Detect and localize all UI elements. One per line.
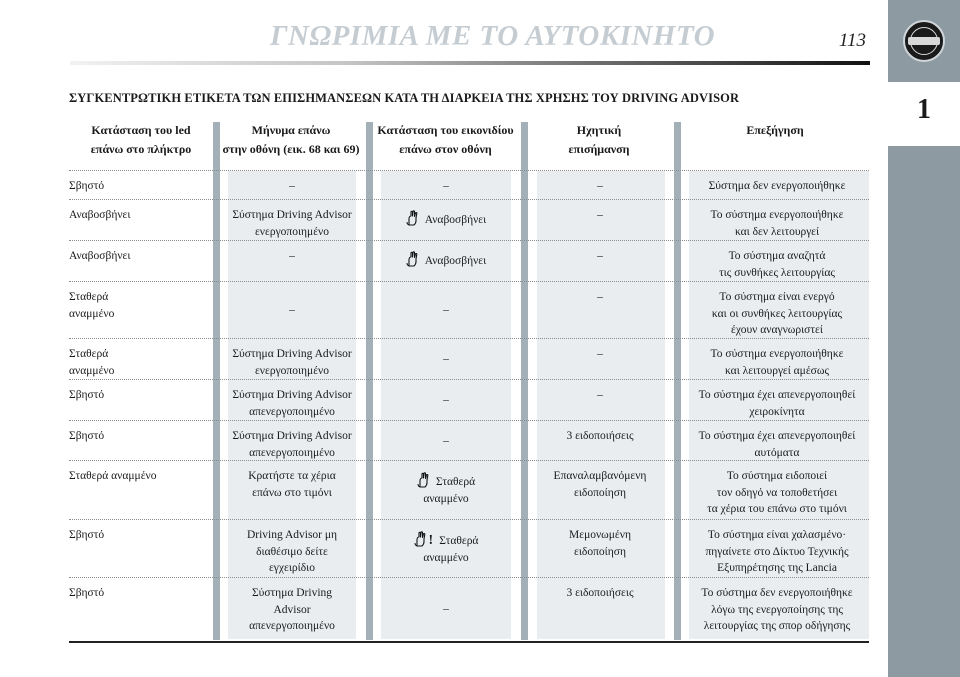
cell-line: Το σύστημα ειδοποιεί	[726, 470, 828, 482]
cell-line: αναμμένο	[423, 492, 469, 505]
cell-line: Το σύστημα ενεργοποιήθηκε	[710, 348, 844, 360]
cell-text: Σταθερά	[439, 535, 479, 547]
cell-led-state	[69, 248, 209, 265]
header-icon-state	[370, 121, 521, 159]
cell-line: Το σύστημα δεν ενεργοποιήθηκε	[701, 587, 853, 599]
cell-line: –	[443, 353, 449, 365]
cell-icon-state	[376, 433, 516, 450]
cell-led-state	[69, 585, 209, 602]
cell-sound	[530, 207, 670, 224]
row-divider	[69, 379, 869, 380]
header-line: επάνω στον οθόνη	[399, 142, 492, 156]
cell-line: –	[597, 389, 603, 401]
cell-line: Το σύστημα ενεργοποιήθηκε	[710, 209, 844, 221]
cell-sound	[530, 527, 670, 560]
cell-line: Σβηστό	[69, 180, 105, 192]
cell-line: και λειτουργεί αμέσως	[724, 364, 830, 377]
cell-line: επάνω στο τιμόνι	[252, 486, 332, 499]
chapter-tab-number: 1	[917, 94, 931, 125]
cell-explanation	[682, 527, 872, 577]
chapter-title: ΓΝΩΡΙΜΙΑ ΜΕ ΤΟ ΑΥΤΟΚΙΝΗΤΟ	[270, 20, 716, 52]
cell-explanation	[682, 178, 872, 195]
cell-line: –	[289, 304, 295, 316]
cell-line: Σύστημα Driving	[251, 587, 333, 599]
column-shading	[537, 171, 665, 639]
cell-explanation	[682, 468, 872, 518]
cell-text: Σταθερά	[435, 476, 476, 488]
cell-line	[376, 251, 516, 270]
cell-line: αναμμένο	[69, 364, 115, 377]
row-divider	[69, 170, 869, 171]
cell-display-message	[222, 387, 362, 420]
cell-explanation	[682, 346, 872, 379]
cell-sound	[530, 289, 670, 306]
cell-display-message	[222, 468, 362, 501]
cell-sound	[530, 428, 670, 445]
cell-line: Σβηστό	[69, 587, 105, 599]
cell-text: Αναβοσβήνει	[424, 214, 487, 226]
cell-line: τα χέρια του επάνω στο τιμόνι	[707, 503, 847, 515]
cell-line: ειδοποίηση	[574, 486, 626, 499]
cell-line: λόγω της ενεργοποίησης της	[711, 603, 843, 616]
steering-hand-icon	[406, 251, 419, 267]
cell-line: Σύστημα Driving Advisor	[232, 209, 352, 221]
page-number: 113	[838, 30, 866, 51]
cell-line: Μεμονωμένη	[569, 529, 631, 541]
cell-line: αναμμένο	[423, 551, 469, 564]
cell-line: διαθέσιμο δείτε	[256, 545, 328, 558]
cell-line: εγχειρίδιο	[268, 562, 316, 574]
cell-icon-state	[376, 178, 516, 195]
cell-line: ενεργοποιημένο	[254, 364, 330, 377]
cell-display-message	[222, 527, 362, 577]
cell-display-message	[222, 585, 362, 635]
cell-line: απενεργοποιημένο	[249, 620, 335, 632]
chapter-tab	[888, 82, 960, 146]
cell-line: Το σύστημα έχει απενεργοποιηθεί	[698, 430, 856, 442]
header-line: Κατάσταση του led	[91, 123, 191, 137]
header-explanation	[680, 121, 870, 140]
cell-led-state	[69, 468, 209, 485]
cell-line: απενεργοποιημένο	[249, 405, 335, 418]
cell-line: Σβηστό	[69, 430, 105, 442]
cell-line: –	[443, 603, 449, 615]
cell-sound	[530, 346, 670, 363]
cell-explanation	[682, 585, 872, 635]
cell-icon-state	[376, 392, 516, 409]
header-rule	[70, 61, 870, 65]
cell-icon-state	[376, 251, 516, 270]
cell-line: –	[443, 304, 449, 316]
header-line: επισήμανση	[568, 142, 630, 156]
cell-line: τις συνθήκες λειτουργίας	[719, 266, 835, 279]
cell-line: Κρατήστε τα χέρια	[248, 470, 336, 482]
row-divider	[69, 240, 869, 241]
cell-line: τον οδηγό να τοποθετήσει	[716, 486, 838, 499]
cell-line: Αναβοσβήνει	[69, 209, 131, 221]
cell-explanation	[682, 289, 872, 339]
steering-hand-warning-icon	[414, 531, 427, 547]
row-divider	[69, 577, 869, 578]
cell-line: Σύστημα Driving Advisor	[232, 348, 352, 360]
header-led-state	[69, 121, 213, 159]
cell-explanation	[682, 248, 872, 281]
cell-display-message	[222, 207, 362, 240]
steering-hand-icon	[417, 472, 430, 488]
row-divider	[69, 420, 869, 421]
cell-text: Αναβοσβήνει	[424, 255, 487, 267]
lancia-badge-icon	[903, 20, 945, 62]
cell-sound	[530, 387, 670, 404]
cell-sound	[530, 178, 670, 195]
steering-hand-icon	[406, 210, 419, 226]
header-sound	[524, 121, 674, 159]
row-divider	[69, 281, 869, 282]
cell-line: Το σύστημα αναζητά	[728, 250, 826, 262]
cell-led-state	[69, 428, 209, 445]
cell-line: –	[289, 180, 295, 192]
cell-led-state	[69, 289, 209, 322]
cell-line	[376, 210, 516, 229]
cell-line: –	[443, 180, 449, 192]
cell-line: έχουν αναγνωριστεί	[731, 324, 823, 336]
cell-line: Εξυπηρέτησης της Lancia	[717, 562, 837, 574]
cell-line: Σύστημα Driving Advisor	[232, 389, 352, 401]
cell-sound	[530, 248, 670, 265]
cell-line: –	[597, 180, 603, 192]
cell-line: Σύστημα Driving Advisor	[232, 430, 352, 442]
cell-line	[376, 472, 516, 491]
cell-line: –	[289, 250, 295, 262]
header-line: Ηχητική	[576, 123, 622, 137]
cell-line: Το σύστημα είναι χαλασμένο·	[707, 529, 847, 541]
cell-icon-state	[376, 351, 516, 368]
cell-led-state	[69, 346, 209, 379]
cell-icon-state	[376, 472, 516, 507]
cell-line: –	[597, 348, 603, 360]
cell-line: Σβηστό	[69, 529, 105, 541]
cell-line: –	[597, 209, 603, 221]
cell-line: ενεργοποιημένο	[254, 225, 330, 238]
cell-explanation	[682, 207, 872, 240]
cell-display-message	[222, 248, 362, 265]
warning-exclamation-icon: !	[428, 533, 434, 548]
cell-line: Σταθερά	[69, 291, 109, 303]
cell-line: –	[443, 435, 449, 447]
row-divider	[69, 519, 869, 520]
cell-display-message	[222, 346, 362, 379]
section-title: ΣΥΓΚΕΝΤΡΩΤΙΚΗ ΕΤΙΚΕΤΑ ΤΩΝ ΕΠΙΣΗΜΑΝΣΕΩΝ ΚΑΤΑ ΤΗ ΔΙΑΡΚΕΙΑ ΤΗΣ ΧΡΗΣΗΣ ΤΟΥ DRIVING ADVISOR	[69, 91, 740, 105]
row-divider	[69, 199, 869, 200]
cell-line: 3 ειδοποιήσεις	[566, 587, 634, 599]
cell-line: Advisor	[273, 603, 311, 616]
cell-line: αναμμένο	[69, 307, 115, 320]
cell-line: αυτόματα	[754, 446, 800, 459]
cell-line: και δεν λειτουργεί	[734, 225, 820, 238]
cell-line: Driving Advisor μη	[246, 529, 338, 541]
cell-line: Αναβοσβήνει	[69, 250, 131, 262]
cell-led-state	[69, 387, 209, 404]
cell-line: 3 ειδοποιήσεις	[566, 430, 634, 442]
cell-display-message	[222, 302, 362, 319]
cell-line: Σταθερά	[69, 348, 109, 360]
cell-line: ειδοποίηση	[574, 545, 626, 558]
table-bottom-rule	[69, 641, 869, 643]
cell-explanation	[682, 387, 872, 420]
cell-line: και οι συνθήκες λειτουργίας	[711, 307, 843, 320]
cell-line: Σταθερά αναμμένο	[69, 470, 157, 482]
header-display-message	[216, 121, 366, 159]
cell-line: Το σύστημα είναι ενεργό	[719, 291, 835, 303]
cell-display-message	[222, 178, 362, 195]
header-line: στην οθόνη (εικ. 68 και 69)	[222, 142, 360, 156]
cell-icon-state	[376, 601, 516, 618]
cell-icon-state	[376, 531, 516, 566]
cell-line: –	[597, 250, 603, 262]
cell-line: Σύστημα δεν ενεργοποιήθηκε	[708, 180, 846, 192]
cell-line: απενεργοποιημένο	[249, 446, 335, 459]
cell-line: Το σύστημα έχει απενεργοποιηθεί	[698, 389, 856, 401]
cell-sound	[530, 468, 670, 501]
cell-led-state	[69, 207, 209, 224]
cell-line: –	[443, 394, 449, 406]
cell-icon-state	[376, 210, 516, 229]
chapter-sidebar	[888, 0, 960, 677]
cell-line: πηγαίνετε στο Δίκτυο Τεχνικής	[705, 545, 849, 558]
cell-line: Επαναλαμβανόμενη	[553, 470, 647, 482]
cell-line	[376, 531, 516, 550]
cell-line: λειτουργίας της σπορ οδήγησης	[703, 620, 851, 632]
header-line: Μήνυμα επάνω	[251, 123, 331, 137]
header-line: Επεξήγηση	[746, 123, 804, 137]
cell-line: –	[597, 291, 603, 303]
cell-explanation	[682, 428, 872, 461]
cell-line: Σβηστό	[69, 389, 105, 401]
cell-display-message	[222, 428, 362, 461]
cell-led-state	[69, 527, 209, 544]
header-line: Κατάσταση του εικονιδίου	[377, 123, 514, 137]
header-line: επάνω στο πλήκτρο	[90, 142, 192, 156]
cell-icon-state	[376, 302, 516, 319]
cell-line: χειροκίνητα	[749, 405, 805, 418]
cell-sound	[530, 585, 670, 602]
cell-led-state	[69, 178, 209, 195]
